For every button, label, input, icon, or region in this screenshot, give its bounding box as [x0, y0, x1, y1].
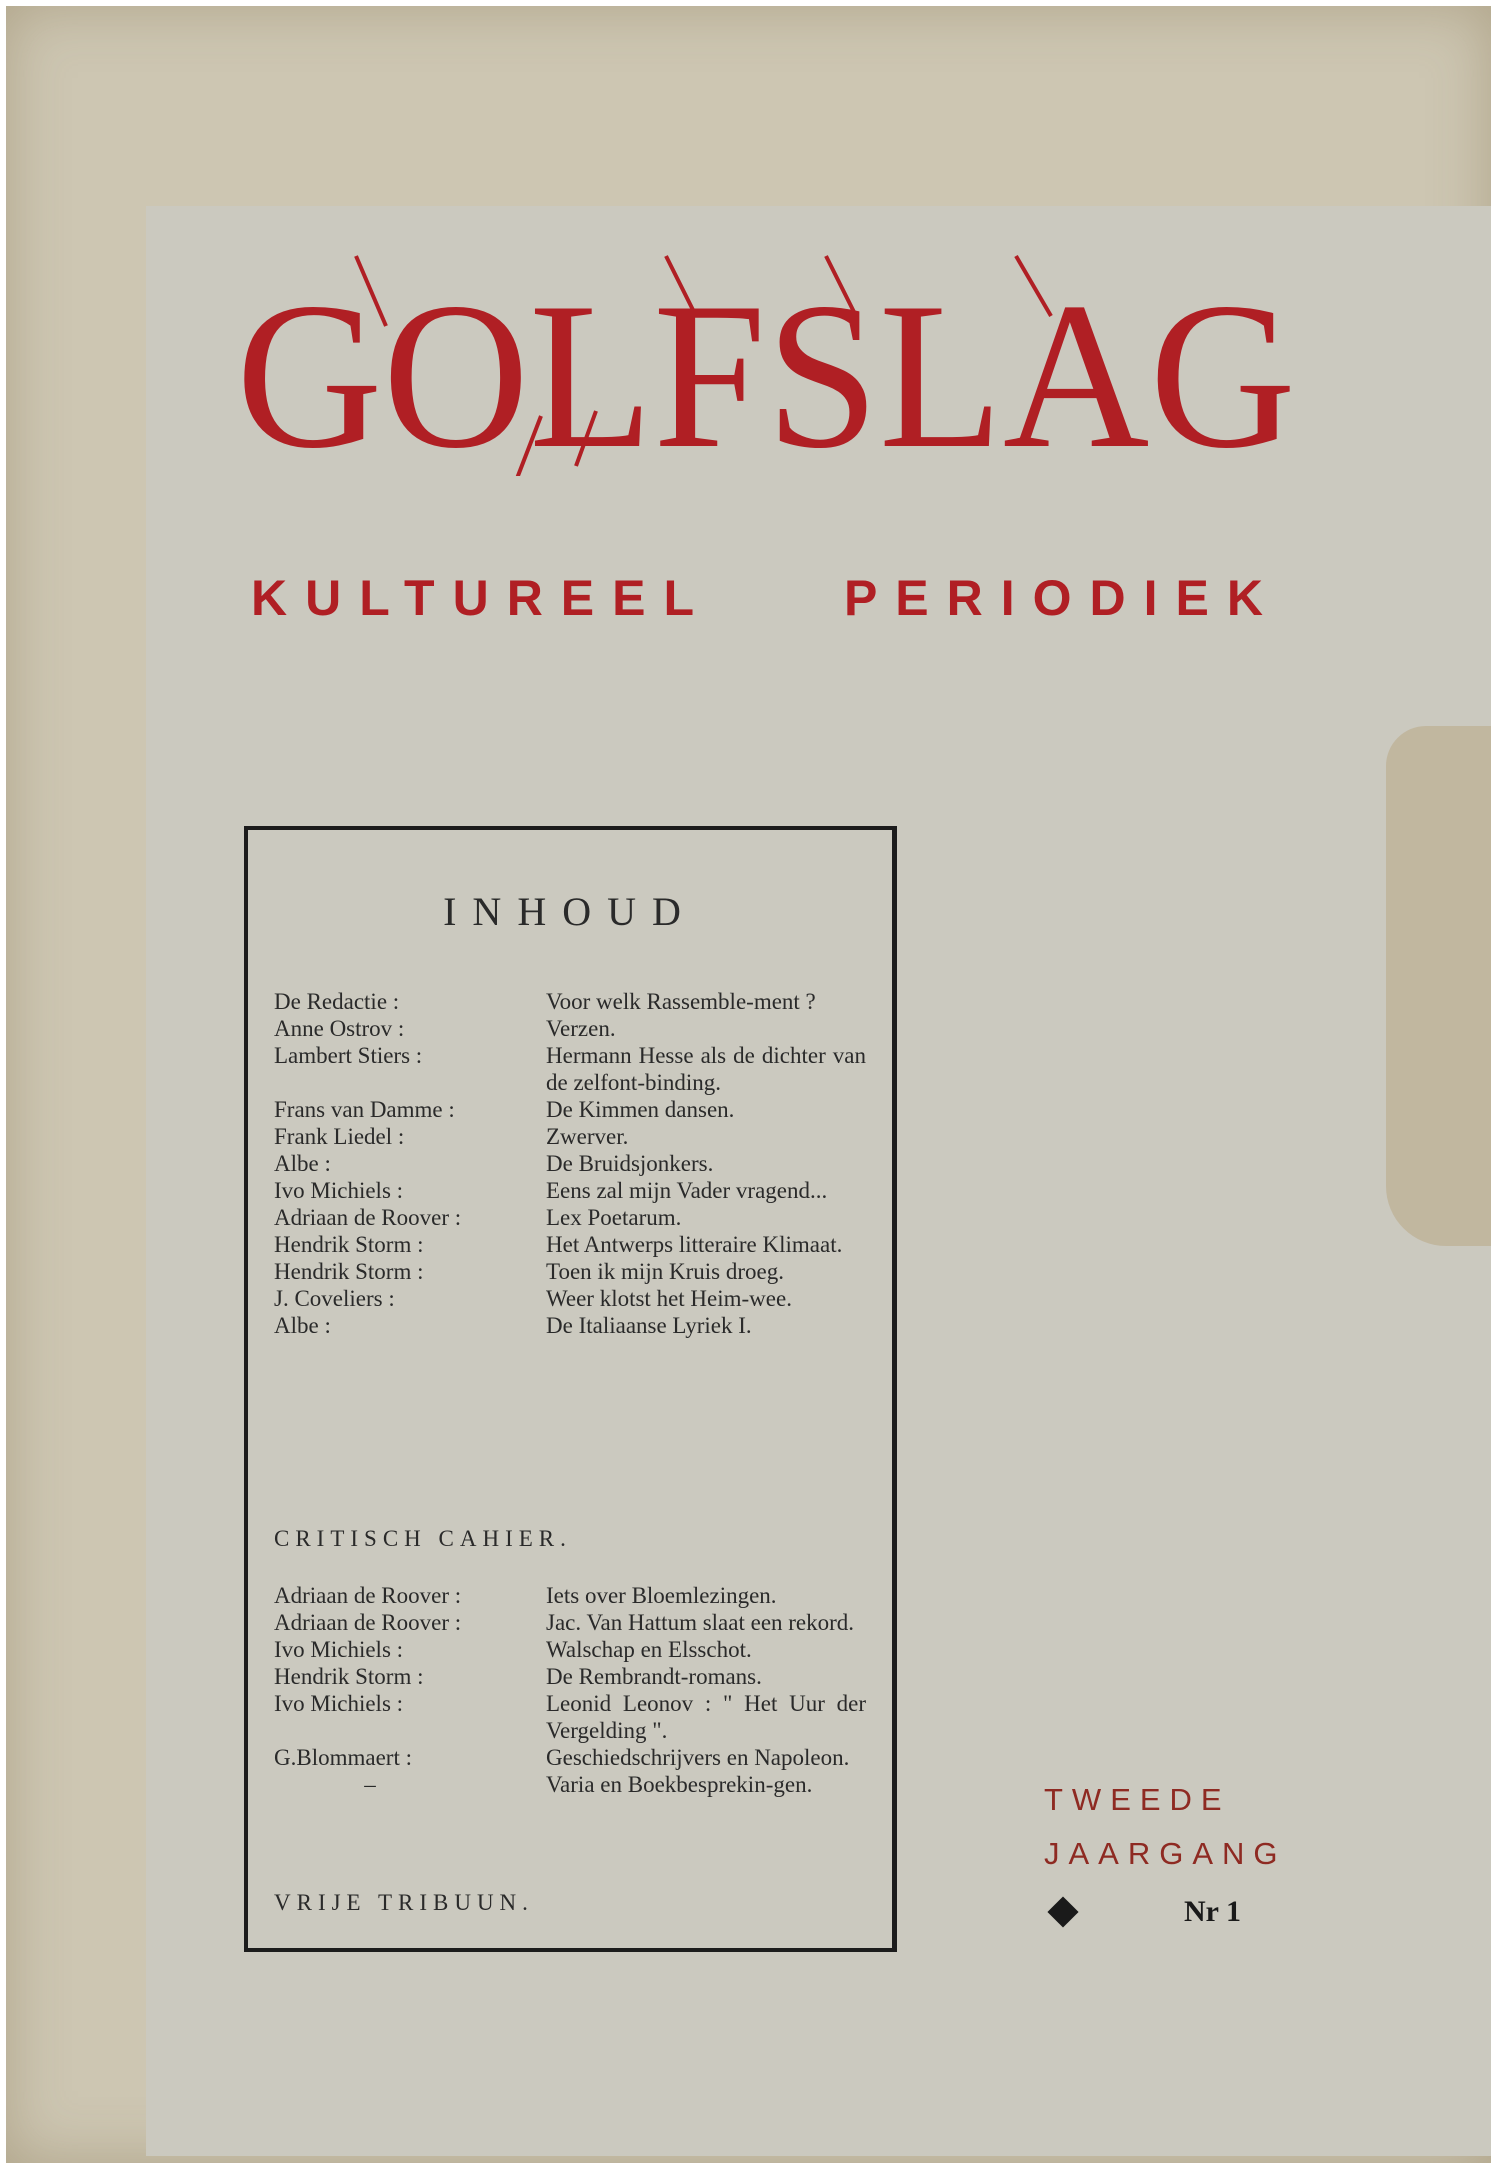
entry-title: Hermann Hesse als de dichter van de zelfont-binding.: [546, 1043, 866, 1095]
entry-title: Lex Poetarum.: [546, 1205, 682, 1230]
entry-title: Leonid Leonov : " Het Uur der Vergelding ".: [546, 1691, 866, 1743]
entry-author: De Redactie :: [274, 989, 400, 1014]
entry-title: De Italiaanse Lyriek I.: [546, 1313, 752, 1338]
entry-author: –: [364, 1772, 376, 1797]
entry-author: Frans van Damme :: [274, 1097, 455, 1122]
subtitle: [251, 569, 1281, 627]
list-item: [274, 1042, 866, 1096]
contents-heading: INHOUD: [443, 889, 697, 934]
entry-title: Zwerver.: [546, 1124, 629, 1149]
entry-title: Toen ik mijn Kruis droeg.: [546, 1259, 784, 1284]
issue-info: [1044, 1773, 1287, 1929]
entry-title: Voor welk Rassemble-ment ?: [546, 989, 816, 1014]
list-item: [274, 1096, 866, 1123]
list-item: [274, 1231, 866, 1258]
entry-title: Weer klotst het Heim-wee.: [546, 1286, 792, 1311]
entry-title: Jac. Van Hattum slaat een rekord.: [546, 1610, 855, 1635]
entry-title: Verzen.: [546, 1016, 616, 1041]
contents-list: [274, 988, 866, 1339]
entry-author: Ivo Michiels :: [274, 1178, 404, 1203]
entry-author: Albe :: [274, 1313, 331, 1338]
list-item: [274, 1177, 866, 1204]
contents-box: [244, 826, 897, 1952]
entry-title: Iets over Bloemlezingen.: [546, 1583, 777, 1608]
entry-title: Geschiedschrijvers en Napoleon.: [546, 1745, 850, 1770]
entry-title: De Kimmen dansen.: [546, 1097, 735, 1122]
list-item: [274, 1204, 866, 1231]
entry-author: G.Blommaert :: [274, 1745, 412, 1770]
list-item: [274, 1285, 866, 1312]
subtitle-right: PERIODIEK: [843, 570, 1281, 626]
list-item: [274, 1636, 866, 1663]
masthead-logo: [226, 236, 1306, 476]
entry-title: De Bruidsjonkers.: [546, 1151, 714, 1176]
masthead-title: GOLFSLAG: [236, 260, 1296, 476]
list-item: [274, 988, 866, 1015]
list-item: [274, 1609, 866, 1636]
entry-title: Het Antwerps litteraire Klimaat.: [546, 1232, 843, 1257]
subtitle-left: KULTUREEL: [251, 570, 713, 626]
entry-author: Hendrik Storm :: [274, 1664, 424, 1689]
list-item: [274, 1744, 866, 1771]
entry-author: Lambert Stiers :: [274, 1043, 423, 1068]
list-item: [274, 1150, 866, 1177]
entry-author: Anne Ostrov :: [274, 1016, 405, 1041]
list-item: [274, 1123, 866, 1150]
entry-author: Albe :: [274, 1151, 331, 1176]
paper-stain: [1386, 726, 1491, 1246]
entry-author: Adriaan de Roover :: [274, 1205, 462, 1230]
list-item: [274, 1771, 866, 1798]
tribune-section-heading: VRIJE TRIBUUN.: [274, 1890, 534, 1915]
entry-title: Varia en Boekbesprekin-gen.: [546, 1772, 813, 1797]
entry-author: Hendrik Storm :: [274, 1259, 424, 1284]
diamond-icon: [1047, 1896, 1078, 1927]
issue-number-row: [1044, 1895, 1264, 1929]
list-item: [274, 1015, 866, 1042]
entry-title: Walschap en Elsschot.: [546, 1637, 752, 1662]
entry-title: Eens zal mijn Vader vragend...: [546, 1178, 828, 1203]
critic-section-heading: CRITISCH CAHIER.: [274, 1526, 572, 1551]
entry-author: Ivo Michiels :: [274, 1637, 404, 1662]
entry-author: J. Coveliers :: [274, 1286, 395, 1311]
issue-number: Nr 1: [1184, 1895, 1241, 1928]
critic-list: [274, 1582, 866, 1798]
entry-author: Frank Liedel :: [274, 1124, 405, 1149]
list-item: [274, 1312, 866, 1339]
list-item: [274, 1663, 866, 1690]
entry-author: Hendrik Storm :: [274, 1232, 424, 1257]
entry-title: De Rembrandt-romans.: [546, 1664, 762, 1689]
issue-year: JAARGANG: [1044, 1836, 1287, 1871]
entry-author: Ivo Michiels :: [274, 1691, 404, 1716]
magazine-cover: [6, 6, 1491, 2163]
entry-author: Adriaan de Roover :: [274, 1610, 462, 1635]
list-item: [274, 1582, 866, 1609]
issue-edition: TWEEDE: [1044, 1782, 1231, 1817]
list-item: [274, 1690, 866, 1744]
list-item: [274, 1258, 866, 1285]
entry-author: Adriaan de Roover :: [274, 1583, 462, 1608]
